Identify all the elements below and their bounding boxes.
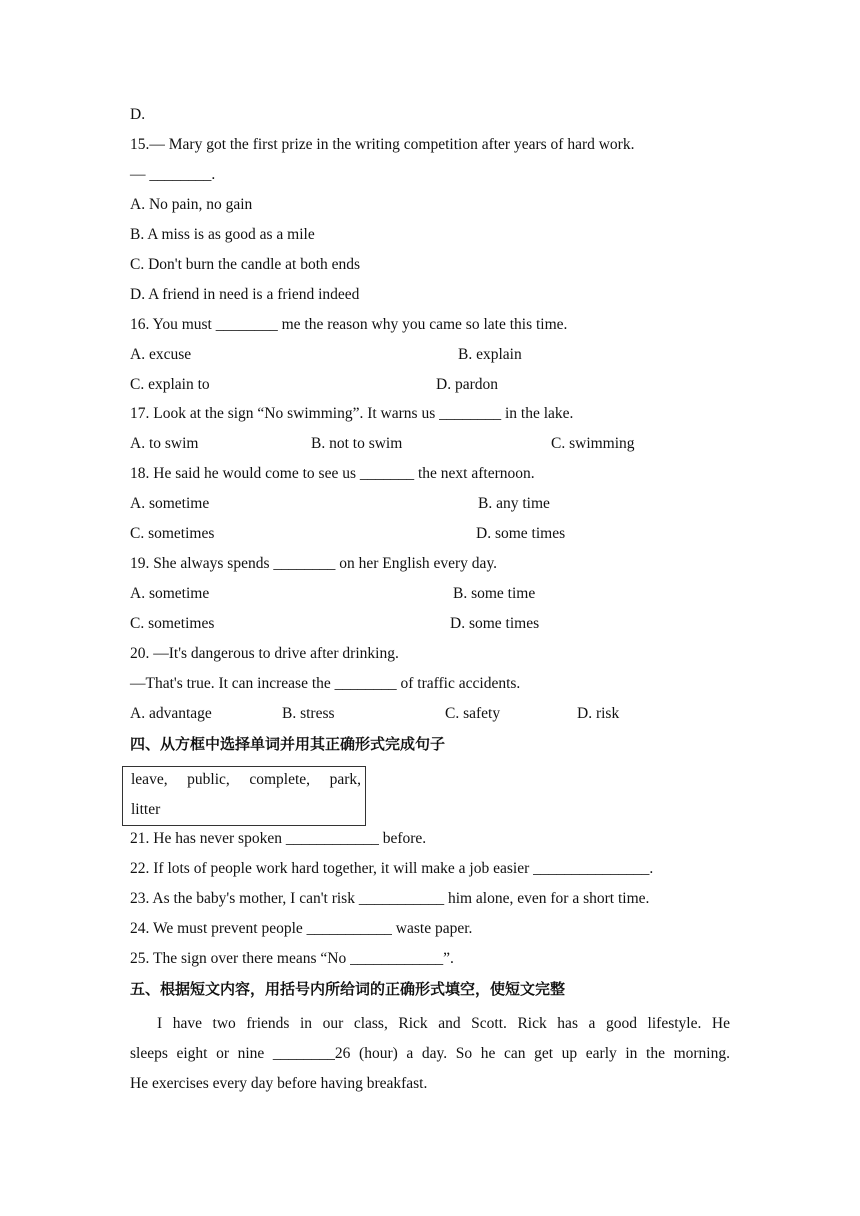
option-17-b: B. not to swim	[311, 435, 403, 452]
question-21: 21. He has never spoken ____________ before.	[130, 830, 427, 847]
question-25: 25. The sign over there means “No ____________”.	[130, 950, 454, 967]
option-16-c: C. explain to	[130, 376, 210, 393]
passage-line-3: He exercises every day before having breakfast.	[130, 1075, 428, 1092]
passage-line-2: sleeps eight or nine ________26 (hour) a day. So he can get up early in the morning.	[130, 1045, 730, 1062]
option-15-a: A. No pain, no gain	[130, 196, 253, 213]
option-18-b: B. any time	[478, 495, 550, 512]
option-20-a: A. advantage	[130, 705, 212, 722]
option-19-d: D. some times	[450, 615, 540, 632]
question-20-stem: 20. —It's dangerous to drive after drinking.	[130, 645, 399, 662]
word-box	[122, 766, 366, 826]
option-19-a: A. sometime	[130, 585, 210, 602]
question-24: 24. We must prevent people ___________ waste paper.	[130, 920, 473, 937]
option-17-a: A. to swim	[130, 435, 199, 452]
option-16-d: D. pardon	[436, 376, 498, 393]
question-15-stem: 15.— Mary got the first prize in the writing competition after years of hard work.	[130, 136, 635, 153]
question-18-stem: 18. He said he would come to see us _______ the next afternoon.	[130, 465, 535, 482]
option-15-b: B. A miss is as good as a mile	[130, 226, 315, 243]
word-box-line-1: leave, public, complete, park,	[131, 771, 361, 788]
section-4-heading: 四、从方框中选择单词并用其正确形式完成句子	[130, 735, 446, 753]
option-18-a: A. sometime	[130, 495, 210, 512]
option-19-c: C. sometimes	[130, 615, 215, 632]
question-20-reply: —That's true. It can increase the ________ of traffic accidents.	[130, 675, 521, 692]
option-17-c: C. swimming	[551, 435, 635, 452]
question-19-stem: 19. She always spends ________ on her English every day.	[130, 555, 498, 572]
option-15-d: D. A friend in need is a friend indeed	[130, 286, 360, 303]
question-22: 22. If lots of people work hard together, it will make a job easier _______________.	[130, 860, 654, 877]
option-16-b: B. explain	[458, 346, 522, 363]
word-box-line-2: litter	[131, 801, 161, 818]
passage-line-1: I have two friends in our class, Rick and Scott. Rick has a good lifestyle. He	[157, 1015, 730, 1032]
question-16-stem: 16. You must ________ me the reason why you came so late this time.	[130, 316, 568, 333]
option-20-b: B. stress	[282, 705, 335, 722]
option-14-d: D.	[130, 106, 146, 123]
option-18-c: C. sometimes	[130, 525, 215, 542]
option-15-c: C. Don't burn the candle at both ends	[130, 256, 361, 273]
question-17-stem: 17. Look at the sign “No swimming”. It warns us ________ in the lake.	[130, 405, 574, 422]
option-18-d: D. some times	[476, 525, 566, 542]
section-5-heading: 五、根据短文内容，用括号内所给词的正确形式填空，使短文完整	[130, 980, 566, 998]
option-20-d: D. risk	[577, 705, 620, 722]
option-16-a: A. excuse	[130, 346, 192, 363]
question-23: 23. As the baby's mother, I can't risk ___________ him alone, even for a short time.	[130, 890, 650, 907]
question-15-reply: — ________.	[130, 166, 216, 183]
option-19-b: B. some time	[453, 585, 536, 602]
option-20-c: C. safety	[445, 705, 501, 722]
